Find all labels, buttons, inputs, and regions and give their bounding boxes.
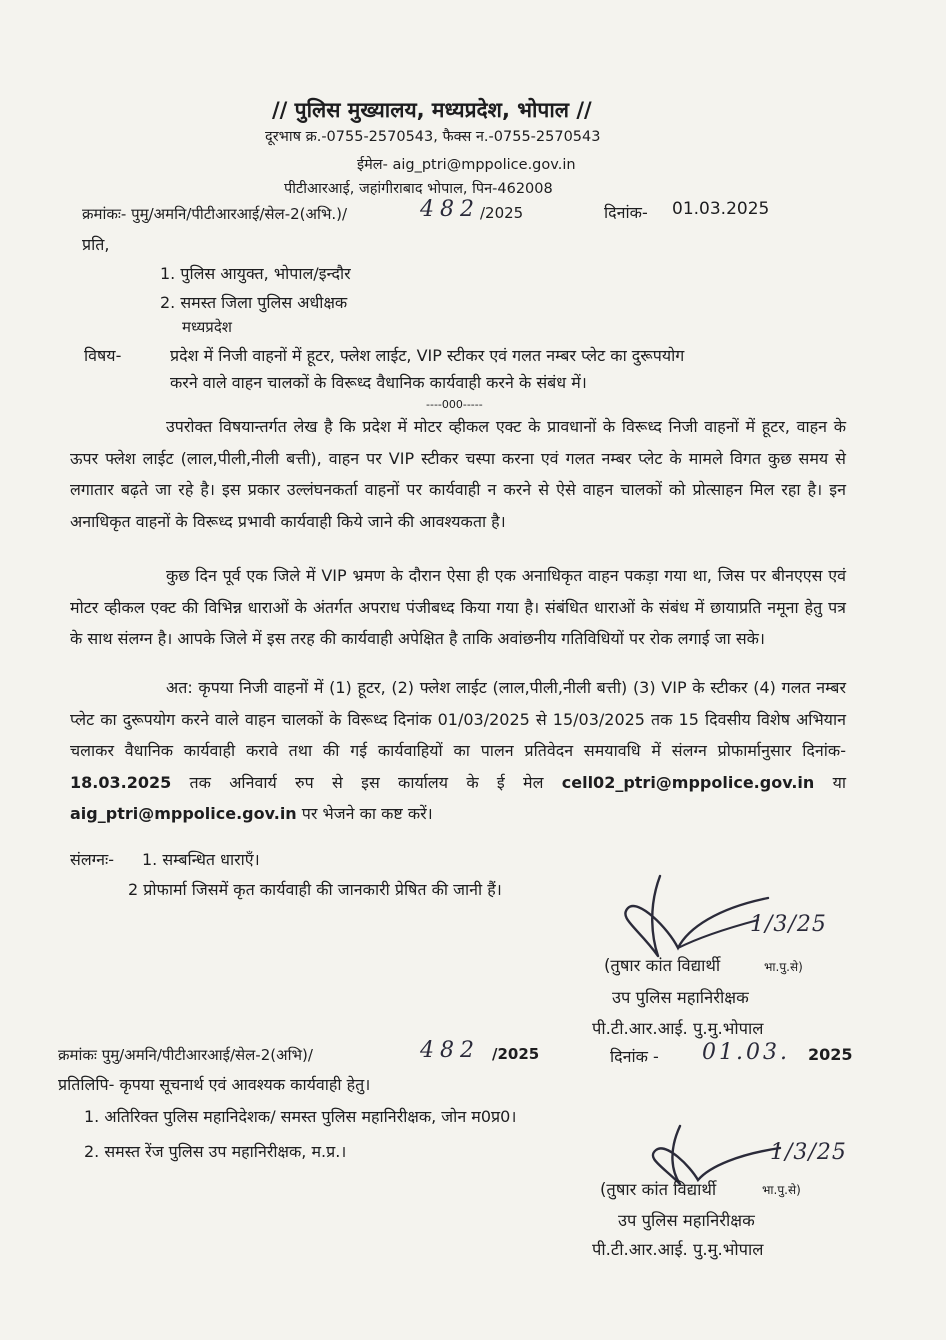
letterhead-email: ईमेल- aig_ptri@mppolice.gov.in <box>357 157 576 173</box>
reference-2-date-label: दिनांक - <box>610 1047 659 1066</box>
letterhead-address: पीटीआरआई, जहांगीराबाद भोपाल, पिन-462008 <box>284 181 553 197</box>
reference-2-prefix: क्रमांकः पुमु/अमनि/पीटीआरआई/सेल-2(अभि)/ <box>58 1046 313 1064</box>
body-paragraph-1 <box>70 411 846 537</box>
signature-1-service: भा.पु.से) <box>764 960 803 974</box>
email-aig[interactable]: aig_ptri@mppolice.gov.in <box>70 804 297 823</box>
copy-label: प्रतिलिपि- कृपया सूचनार्थ एवं आवश्यक कार्यवाही हेतु। <box>58 1075 371 1094</box>
paragraph-3-part-b: तक अनिवार्य रुप से इस कार्यालय के ई मेल <box>189 772 544 792</box>
signature-2-name: (तुषार कांत विद्यार्थी <box>600 1180 717 1199</box>
addressee-2: 2. समस्त जिला पुलिस अधीक्षक <box>160 293 348 312</box>
signature-1-office: पी.टी.आर.आई. पु.मु.भोपाल <box>592 1019 764 1038</box>
date-value: 01.03.2025 <box>672 199 770 219</box>
signature-2-service: भा.पु.से) <box>762 1183 801 1197</box>
reference-year: /2025 <box>480 204 524 222</box>
reference-prefix: क्रमांकः- पुमु/अमनि/पीटीआरआई/सेल-2(अभि.)/ <box>82 205 348 223</box>
signature-1-designation: उप पुलिस महानिरीक्षक <box>612 988 749 1007</box>
copy-item-2: 2. समस्त रेंज पुलिस उप महानिरीक्षक, म.प्र.। <box>84 1142 347 1161</box>
signature-1-date-note: 1/3/25 <box>750 912 827 937</box>
reference-2-number: 482 <box>420 1038 480 1063</box>
subject-label: विषय- <box>84 346 122 365</box>
deadline-date: 18.03.2025 <box>70 772 172 792</box>
subject-line-2: करने वाले वाहन चालकों के विरूध्द वैधानिक कार्यवाही करने के संबंध में। <box>170 373 587 392</box>
subject-separator: ----000----- <box>426 398 483 411</box>
enclosure-item-1: 1. सम्बन्धित धाराएँ। <box>142 850 260 869</box>
copy-item-1: 1. अतिरिक्त पुलिस महानिदेशक/ समस्त पुलिस महानिरीक्षक, जोन म0प्र0। <box>84 1107 517 1126</box>
paragraph-3-part-a: अत: कृपया निजी वाहनों में (1) हूटर, (2) फ्लेश लाईट (लाल,पीली,नीली बत्ती) (3) VIP के स्टीकर (4) गलत नम्बर प्लेट का दुरूपयोग करने वाले वाहन चालकों के विरूध्द दिनांक 01/03/2025 से 15/03/2025 तक 15 दिवसीय विशेष अभियान चलाकर वैधानिक कार्यवाही करावे तथा की गई कार्यवाहियों का पालन प्रतिवेदन समयावधि में संलग्न प्रोफार्मानुसार दिनांक- <box>70 678 846 760</box>
body-paragraph-3 <box>70 672 846 830</box>
paragraph-3-part-c: पर भेजने का कष्ट करें। <box>301 804 433 823</box>
letterhead-phone-fax: दूरभाष क्र.-0755-2570543, फैक्स न.-0755-2570543 <box>265 129 601 145</box>
subject-line-1: प्रदेश में निजी वाहनों में हूटर, फ्लेश लाईट, VIP स्टीकर एवं गलत नम्बर प्लेट का दुरूपयोग <box>170 346 685 365</box>
to-label: प्रति, <box>82 235 110 254</box>
reference-number: 482 <box>420 197 480 222</box>
email-cell02[interactable]: cell02_ptri@mppolice.gov.in <box>561 772 815 792</box>
paragraph-3-or: या <box>832 772 847 792</box>
paragraph-1-text: उपरोक्त विषयान्तर्गत लेख है कि प्रदेश में मोटर व्हीकल एक्ट के प्रावधानों के विरूध्द निजी वाहनों में हूटर, वाहन के ऊपर फ्लेश लाईट (लाल,पीली,नीली बत्ती), वाहन पर VIP स्टीकर चस्पा करना एवं गलत नम्बर प्लेट के मामले विगत कुछ समय से लगातार बढ़ते जा रहे है। इस प्रकार उल्लंघनकर्ता वाहनों पर कार्यवाही न करने से ऐसे वाहन चालकों को प्रोत्साहन मिल रहा है। इन अनाधिकृत वाहनों के विरूध्द प्रभावी कार्यवाही किये जाने की आवश्यकता है। <box>70 417 846 531</box>
enclosure-item-2: 2 प्रोफार्मा जिसमें कृत कार्यवाही की जानकारी प्रेषित की जानी हैं। <box>128 880 502 899</box>
date-label: दिनांक- <box>604 203 648 222</box>
addressee-state: मध्यप्रदेश <box>182 318 233 336</box>
letterhead-title: // पुलिस मुख्यालय, मध्यप्रदेश, भोपाल // <box>272 98 592 122</box>
signature-1-name: (तुषार कांत विद्यार्थी <box>604 956 721 975</box>
paragraph-2-text: कुछ दिन पूर्व एक जिले में VIP भ्रमण के दौरान ऐसा ही एक अनाधिकृत वाहन पकड़ा गया था, जिस पर बीनएएस एवं मोटर व्हीकल एक्ट की विभिन्न धाराओं के अंतर्गत अपराध पंजीबध्द किया गया है। संबंधित धाराओं के संबंध में छायाप्रति नमूना हेतु पत्र के साथ संलग्न है। आपके जिले में इस तरह की कार्यवाही अपेक्षित है ताकि अवांछनीय गतिविधियों पर रोक लगाई जा सके। <box>70 566 846 648</box>
reference-2-date-handwritten: 01.03. <box>702 1040 790 1065</box>
body-paragraph-2 <box>70 560 846 655</box>
paragraph-3-text <box>70 672 846 830</box>
enclosure-label: संलग्नः- <box>70 850 115 869</box>
reference-2-year: /2025 <box>492 1045 540 1063</box>
signature-2-designation: उप पुलिस महानिरीक्षक <box>618 1211 755 1230</box>
reference-2-date-year: 2025 <box>808 1045 853 1064</box>
addressee-1: 1. पुलिस आयुक्त, भोपाल/इन्दौर <box>160 264 351 283</box>
signature-2-office: पी.टी.आर.आई. पु.मु.भोपाल <box>592 1240 764 1259</box>
signature-2-date-note: 1/3/25 <box>770 1140 847 1165</box>
